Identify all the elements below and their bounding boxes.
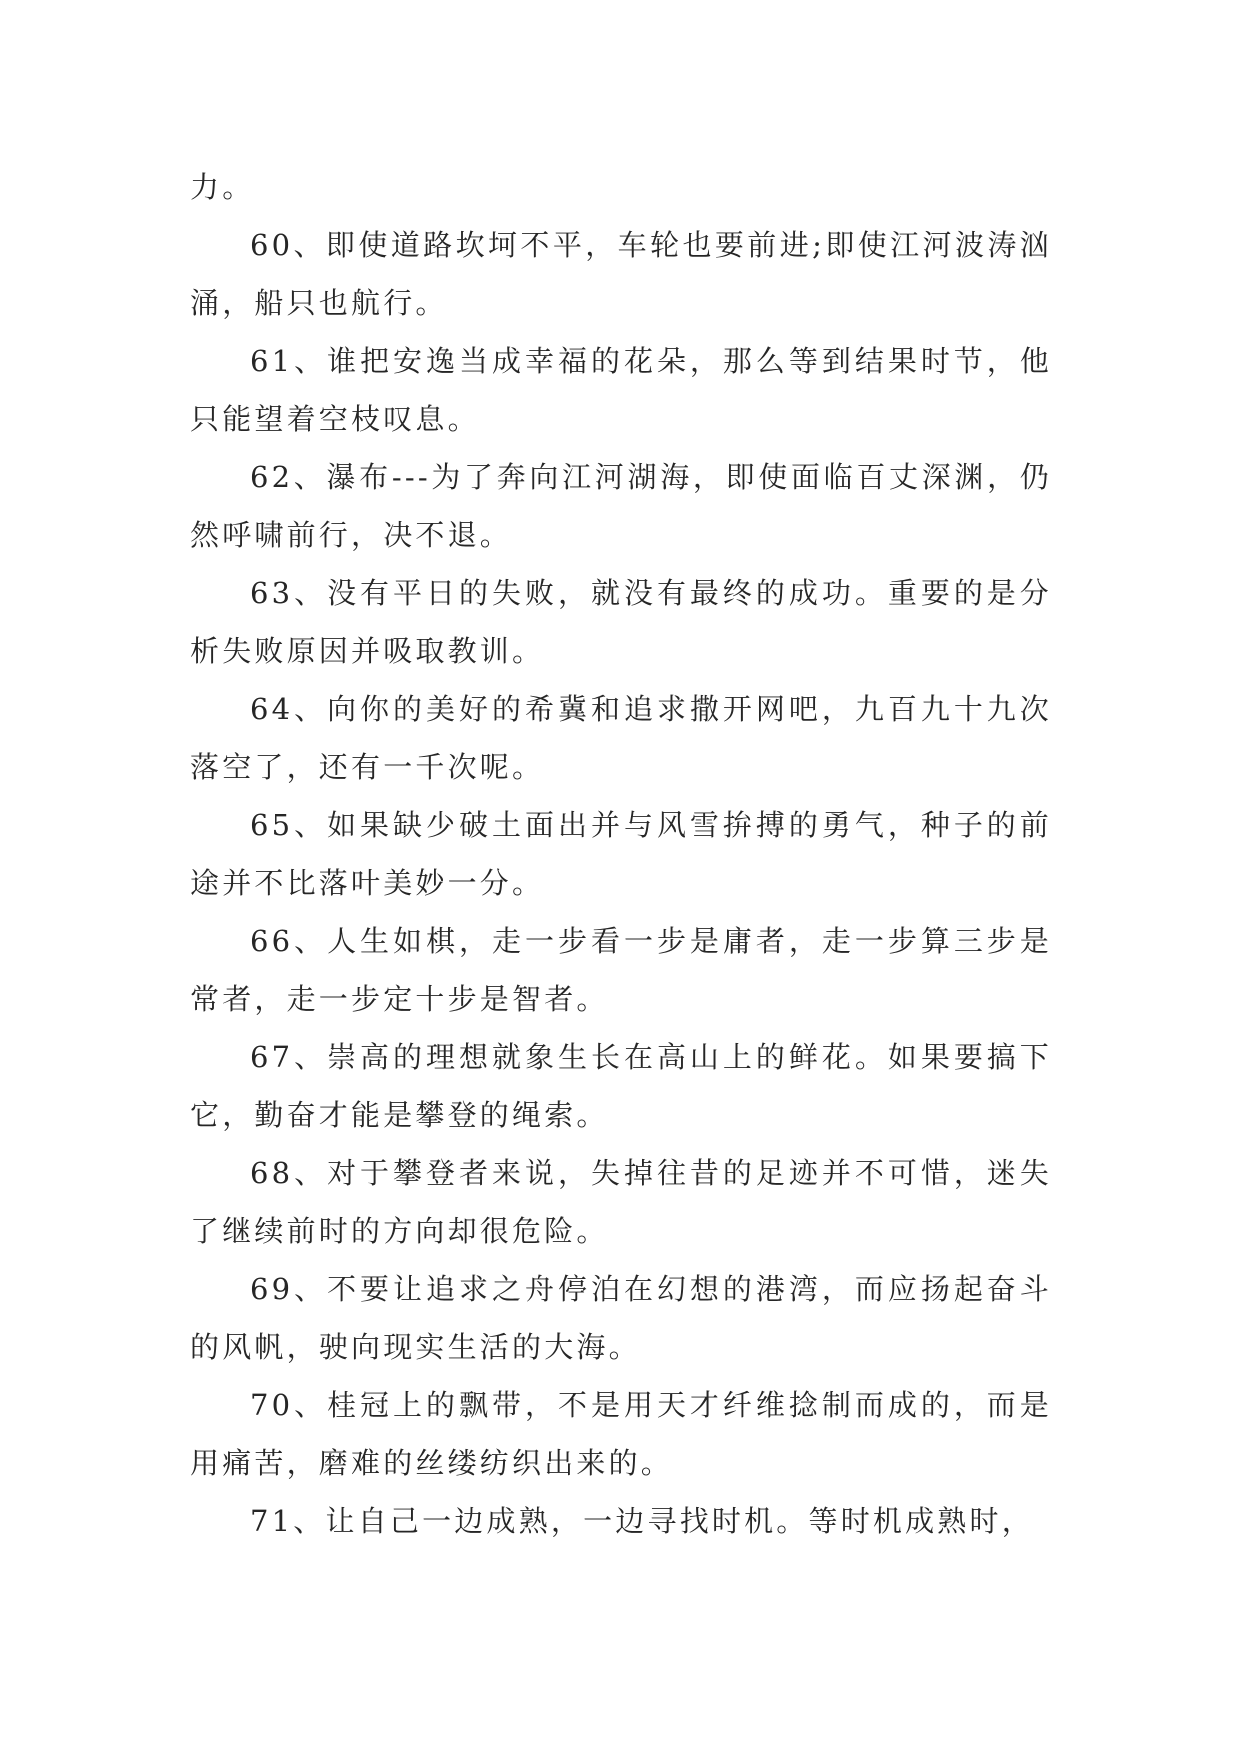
paragraph-60: 60、即使道路坎坷不平，车轮也要前进;即使江河波涛汹涌，船只也航行。 (190, 228, 1052, 320)
paragraph-69: 69、不要让追求之舟停泊在幻想的港湾，而应扬起奋斗的风帆，驶向现实生活的大海。 (190, 1272, 1052, 1364)
paragraph-62: 62、瀑布---为了奔向江河湖海，即使面临百丈深渊，仍然呼啸前行，决不退。 (190, 460, 1052, 552)
paragraph-65: 65、如果缺少破土面出并与风雪拚搏的勇气，种子的前途并不比落叶美妙一分。 (190, 808, 1052, 900)
paragraph-61: 61、谁把安逸当成幸福的花朵，那么等到结果时节，他只能望着空枝叹息。 (190, 344, 1052, 436)
document-body (190, 158, 1052, 1550)
paragraph-68: 68、对于攀登者来说，失掉往昔的足迹并不可惜，迷失了继续前时的方向却很危险。 (190, 1156, 1052, 1248)
paragraph-66: 66、人生如棋，走一步看一步是庸者，走一步算三步是常者，走一步定十步是智者。 (190, 924, 1052, 1016)
paragraph-70: 70、桂冠上的飘带，不是用天才纤维捻制而成的，而是用痛苦，磨难的丝缕纺织出来的。 (190, 1388, 1052, 1480)
paragraph-71: 71、让自己一边成熟，一边寻找时机。等时机成熟时， (250, 1504, 1034, 1538)
paragraph-63: 63、没有平日的失败，就没有最终的成功。重要的是分析失败原因并吸取教训。 (190, 576, 1052, 668)
paragraph-64: 64、向你的美好的希冀和追求撒开网吧，九百九十九次落空了，还有一千次呢。 (190, 692, 1052, 784)
paragraph-continuation: 力。 (190, 170, 255, 204)
paragraph-67: 67、崇高的理想就象生长在高山上的鲜花。如果要搞下它，勤奋才能是攀登的绳索。 (190, 1040, 1052, 1132)
